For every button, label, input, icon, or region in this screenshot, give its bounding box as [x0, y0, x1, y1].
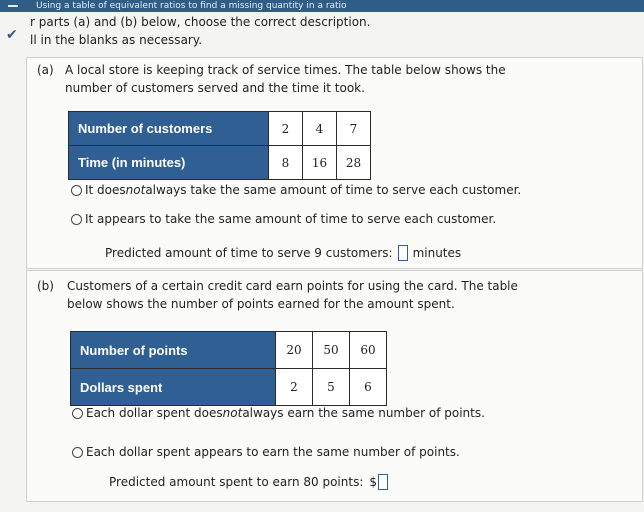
table-cell: 8: [269, 146, 303, 180]
currency-symbol: $: [369, 475, 378, 489]
part-a-table: [68, 111, 371, 180]
table-row: [69, 146, 371, 180]
table-row-header: Number of customers: [69, 112, 269, 146]
part-a-label: (a): [37, 63, 54, 77]
part-a-prompt-line-2: number of customers served and the time it took.: [65, 81, 365, 95]
option-text: always earn the same number of points.: [242, 406, 485, 420]
table-cell: 28: [337, 146, 371, 180]
answer-input[interactable]: [378, 474, 388, 490]
table-cell: 2: [276, 369, 313, 406]
radio-button[interactable]: [71, 214, 82, 225]
option-emphasis: not: [125, 183, 146, 197]
instruction-line-2: ll in the blanks as necessary.: [30, 33, 203, 47]
part-b-prompt-line-1: Customers of a certain credit card earn points for using the card. The table: [67, 279, 518, 293]
radio-button[interactable]: [72, 408, 83, 419]
radio-button[interactable]: [71, 185, 82, 196]
table-row-header: Number of points: [71, 332, 276, 369]
part-b-label: (b): [37, 279, 54, 293]
part-a-option-same[interactable]: [71, 212, 496, 226]
option-emphasis: not: [222, 406, 243, 420]
table-row-header: Time (in minutes): [69, 146, 269, 180]
part-a-option-not-same[interactable]: [71, 183, 521, 197]
part-b-prompt-line-2: below shows the number of points earned for the amount spent.: [67, 297, 455, 311]
table-row: [69, 112, 371, 146]
part-b-table: [70, 331, 387, 406]
table-row: [71, 332, 387, 369]
table-cell: 7: [337, 112, 371, 146]
part-a-prediction: [105, 245, 461, 261]
table-cell: 60: [350, 332, 387, 369]
table-cell: 2: [269, 112, 303, 146]
part-a-prompt-line-1: A local store is keeping track of service times. The table below shows the: [65, 63, 506, 77]
answer-input[interactable]: [398, 245, 408, 261]
prediction-unit: minutes: [412, 246, 462, 260]
table-cell: 6: [350, 369, 387, 406]
window-title: Using a table of equivalent ratios to find a missing quantity in a ratio: [36, 1, 347, 11]
option-text: Each dollar spent appears to earn the same number of points.: [86, 445, 460, 459]
radio-button[interactable]: [72, 447, 83, 458]
option-text: Each dollar spent does: [86, 406, 223, 420]
table-cell: 16: [303, 146, 337, 180]
table-cell: 4: [303, 112, 337, 146]
prediction-label: Predicted amount spent to earn 80 points:: [109, 475, 364, 489]
option-text: always take the same amount of time to serve each customer.: [145, 183, 522, 197]
option-text: It does: [85, 183, 126, 197]
option-text: It appears to take the same amount of time to serve each customer.: [85, 212, 497, 226]
prediction-label: Predicted amount of time to serve 9 customers:: [105, 246, 393, 260]
part-a-panel: [26, 57, 643, 269]
table-row: [71, 369, 387, 406]
chevron-down-icon[interactable]: ✔: [6, 27, 18, 43]
part-b-option-not-same[interactable]: [72, 406, 485, 420]
table-cell: 5: [313, 369, 350, 406]
table-cell: 20: [276, 332, 313, 369]
table-cell: 50: [313, 332, 350, 369]
title-bar: [0, 0, 644, 12]
menu-icon[interactable]: [8, 5, 18, 7]
part-b-prediction: [109, 474, 393, 490]
table-row-header: Dollars spent: [71, 369, 276, 406]
part-b-option-same[interactable]: [72, 445, 460, 459]
instruction-line-1: r parts (a) and (b) below, choose the correct description.: [30, 15, 371, 29]
part-b-panel: [26, 270, 643, 502]
